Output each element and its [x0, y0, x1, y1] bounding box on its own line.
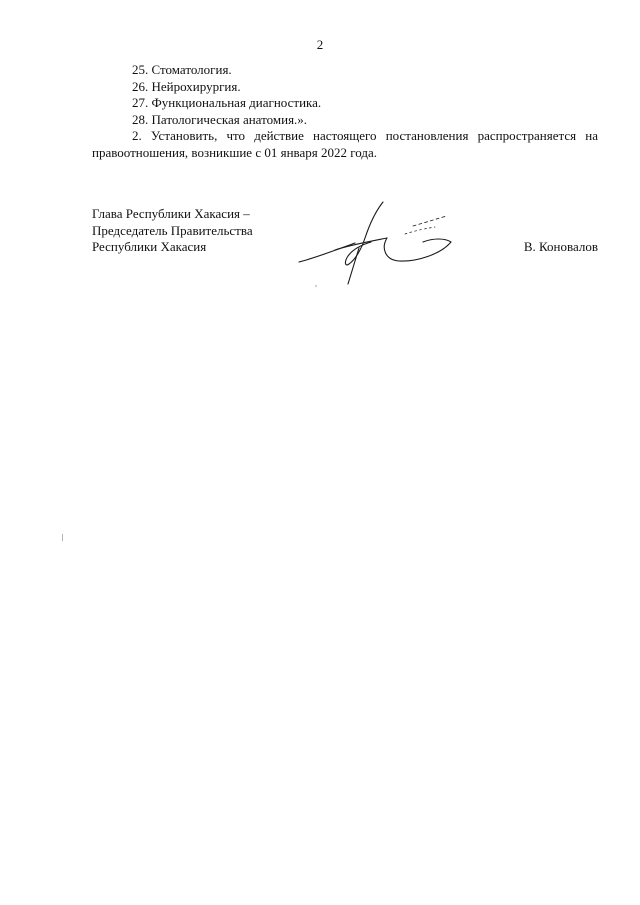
list-item: 26. Нейрохирургия. — [132, 78, 241, 94]
signer-title-line: Республики Хакасия — [92, 239, 207, 254]
signer-title-line: Председатель Правительства — [92, 222, 253, 238]
document-body — [92, 62, 598, 161]
scan-artifact — [62, 534, 63, 541]
page-number: 2 — [316, 37, 324, 52]
list-item: 25. Стоматология. — [132, 62, 232, 77]
handwritten-signature — [295, 198, 465, 298]
signer-title-line: Глава Республики Хакасия – — [92, 206, 250, 221]
list-item: 27. Функциональная диагностика. — [132, 95, 322, 110]
resolution-paragraph: 2. Установить, что действие настоящего постановления распространяется на правоотношения, возникшие с 01 января 2022 года. — [92, 128, 598, 160]
signer-name: В. Коновалов — [523, 239, 598, 254]
list-item: 28. Патологическая анатомия.». — [132, 111, 308, 127]
